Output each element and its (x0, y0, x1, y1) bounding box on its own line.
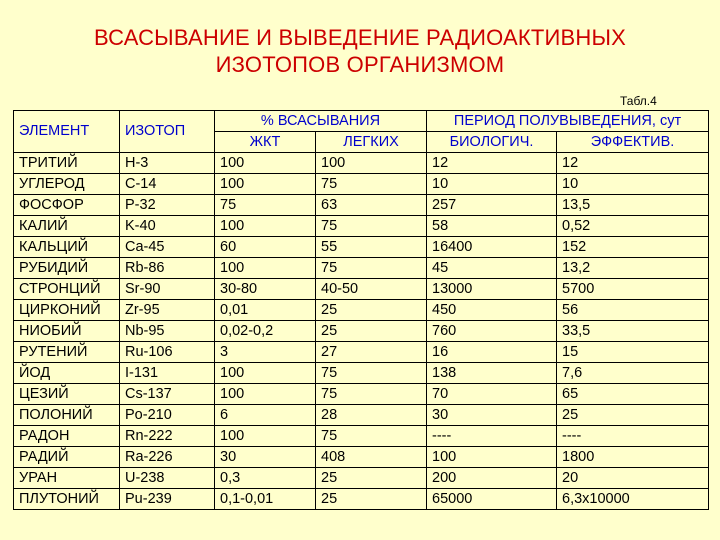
cell-absorption-lungs: 75 (316, 363, 427, 384)
table-row (14, 216, 709, 237)
page-title (0, 24, 720, 78)
header-row-1 (14, 111, 709, 132)
table-row (14, 405, 709, 426)
cell-absorption-lungs: 40-50 (316, 279, 427, 300)
header-lungs: ЛЕГКИХ (316, 132, 427, 153)
cell-half-life-biological: 760 (427, 321, 557, 342)
header-absorption: % ВСАСЫВАНИЯ (215, 111, 427, 132)
cell-isotope: Sr-90 (120, 279, 215, 300)
table-body (14, 153, 709, 510)
cell-absorption-lungs: 75 (316, 216, 427, 237)
table-header (14, 111, 709, 153)
cell-absorption-lungs: 63 (316, 195, 427, 216)
cell-isotope: Ra-226 (120, 447, 215, 468)
cell-absorption-lungs: 25 (316, 321, 427, 342)
cell-isotope: P-32 (120, 195, 215, 216)
table-row (14, 447, 709, 468)
cell-half-life-biological: 30 (427, 405, 557, 426)
cell-absorption-gi: 30 (215, 447, 316, 468)
cell-absorption-gi: 3 (215, 342, 316, 363)
table-row (14, 489, 709, 510)
cell-half-life-biological: 138 (427, 363, 557, 384)
cell-element: РУБИДИЙ (14, 258, 120, 279)
header-gi: ЖКТ (215, 132, 316, 153)
cell-absorption-lungs: 100 (316, 153, 427, 174)
cell-element: ЦИРКОНИЙ (14, 300, 120, 321)
cell-absorption-gi: 100 (215, 426, 316, 447)
header-biological: БИОЛОГИЧ. (427, 132, 557, 153)
table-row (14, 468, 709, 489)
cell-half-life-effective: 13,2 (557, 258, 709, 279)
cell-element: НИОБИЙ (14, 321, 120, 342)
cell-half-life-biological: 13000 (427, 279, 557, 300)
cell-absorption-lungs: 75 (316, 384, 427, 405)
cell-half-life-effective: 56 (557, 300, 709, 321)
cell-absorption-gi: 100 (215, 216, 316, 237)
cell-half-life-biological: 200 (427, 468, 557, 489)
cell-element: ЙОД (14, 363, 120, 384)
cell-absorption-lungs: 25 (316, 468, 427, 489)
cell-absorption-gi: 0,02-0,2 (215, 321, 316, 342)
cell-absorption-lungs: 27 (316, 342, 427, 363)
cell-isotope: Ca-45 (120, 237, 215, 258)
cell-absorption-gi: 6 (215, 405, 316, 426)
cell-half-life-effective: 13,5 (557, 195, 709, 216)
cell-half-life-effective: 33,5 (557, 321, 709, 342)
table-row (14, 195, 709, 216)
cell-absorption-lungs: 25 (316, 300, 427, 321)
cell-half-life-effective: 65 (557, 384, 709, 405)
cell-half-life-biological: ---- (427, 426, 557, 447)
cell-absorption-gi: 0,01 (215, 300, 316, 321)
cell-half-life-effective: 1800 (557, 447, 709, 468)
cell-element: ФОСФОР (14, 195, 120, 216)
cell-half-life-effective: 25 (557, 405, 709, 426)
cell-half-life-effective: 152 (557, 237, 709, 258)
cell-half-life-effective: 0,52 (557, 216, 709, 237)
cell-half-life-effective: 7,6 (557, 363, 709, 384)
cell-absorption-gi: 75 (215, 195, 316, 216)
cell-half-life-effective: 12 (557, 153, 709, 174)
cell-half-life-effective: 5700 (557, 279, 709, 300)
table-row (14, 342, 709, 363)
cell-absorption-gi: 0,3 (215, 468, 316, 489)
table-row (14, 153, 709, 174)
cell-half-life-biological: 100 (427, 447, 557, 468)
table-row (14, 279, 709, 300)
cell-isotope: Ru-106 (120, 342, 215, 363)
table-row (14, 363, 709, 384)
cell-isotope: Zr-95 (120, 300, 215, 321)
cell-element: КАЛЬЦИЙ (14, 237, 120, 258)
cell-absorption-lungs: 75 (316, 258, 427, 279)
cell-isotope: Po-210 (120, 405, 215, 426)
cell-absorption-gi: 60 (215, 237, 316, 258)
cell-isotope: Rn-222 (120, 426, 215, 447)
cell-isotope: H-3 (120, 153, 215, 174)
cell-half-life-biological: 450 (427, 300, 557, 321)
cell-absorption-gi: 100 (215, 153, 316, 174)
cell-absorption-lungs: 75 (316, 426, 427, 447)
cell-isotope: Nb-95 (120, 321, 215, 342)
cell-element: УРАН (14, 468, 120, 489)
cell-half-life-effective: 20 (557, 468, 709, 489)
cell-absorption-lungs: 28 (316, 405, 427, 426)
cell-half-life-biological: 70 (427, 384, 557, 405)
cell-element: ТРИТИЙ (14, 153, 120, 174)
isotope-table (13, 110, 709, 510)
table-row (14, 300, 709, 321)
cell-element: СТРОНЦИЙ (14, 279, 120, 300)
cell-element: РАДИЙ (14, 447, 120, 468)
cell-isotope: I-131 (120, 363, 215, 384)
header-half-life: ПЕРИОД ПОЛУВЫВЕДЕНИЯ, сут (427, 111, 709, 132)
header-effective: ЭФФЕКТИВ. (557, 132, 709, 153)
cell-element: ПОЛОНИЙ (14, 405, 120, 426)
cell-absorption-gi: 100 (215, 174, 316, 195)
cell-absorption-lungs: 55 (316, 237, 427, 258)
cell-element: КАЛИЙ (14, 216, 120, 237)
table-row (14, 258, 709, 279)
cell-half-life-effective: 6,3x10000 (557, 489, 709, 510)
table-row (14, 426, 709, 447)
table-number-label: Табл.4 (620, 94, 657, 108)
cell-half-life-effective: ---- (557, 426, 709, 447)
cell-half-life-biological: 58 (427, 216, 557, 237)
cell-absorption-lungs: 25 (316, 489, 427, 510)
cell-half-life-biological: 65000 (427, 489, 557, 510)
title-line-2: ИЗОТОПОВ ОРГАНИЗМОМ (215, 52, 505, 77)
table-row (14, 321, 709, 342)
cell-element: ЦЕЗИЙ (14, 384, 120, 405)
title-line-1: ВСАСЫВАНИЕ И ВЫВЕДЕНИЕ РАДИОАКТИВНЫХ (93, 25, 627, 50)
cell-half-life-biological: 16400 (427, 237, 557, 258)
cell-absorption-gi: 100 (215, 363, 316, 384)
cell-isotope: C-14 (120, 174, 215, 195)
cell-absorption-gi: 100 (215, 384, 316, 405)
cell-half-life-biological: 12 (427, 153, 557, 174)
table-row (14, 174, 709, 195)
cell-isotope: Pu-239 (120, 489, 215, 510)
cell-absorption-gi: 0,1-0,01 (215, 489, 316, 510)
cell-absorption-gi: 30-80 (215, 279, 316, 300)
cell-element: РАДОН (14, 426, 120, 447)
cell-isotope: U-238 (120, 468, 215, 489)
cell-element: РУТЕНИЙ (14, 342, 120, 363)
cell-half-life-effective: 15 (557, 342, 709, 363)
cell-half-life-biological: 10 (427, 174, 557, 195)
cell-isotope: K-40 (120, 216, 215, 237)
cell-absorption-lungs: 408 (316, 447, 427, 468)
cell-isotope: Rb-86 (120, 258, 215, 279)
cell-absorption-gi: 100 (215, 258, 316, 279)
cell-half-life-biological: 257 (427, 195, 557, 216)
cell-absorption-lungs: 75 (316, 174, 427, 195)
cell-half-life-biological: 16 (427, 342, 557, 363)
cell-element: УГЛЕРОД (14, 174, 120, 195)
cell-element: ПЛУТОНИЙ (14, 489, 120, 510)
header-isotope: ИЗОТОП (120, 111, 215, 153)
cell-isotope: Cs-137 (120, 384, 215, 405)
cell-half-life-biological: 45 (427, 258, 557, 279)
header-element: ЭЛЕМЕНТ (14, 111, 120, 153)
cell-half-life-effective: 10 (557, 174, 709, 195)
table-row (14, 384, 709, 405)
table-row (14, 237, 709, 258)
